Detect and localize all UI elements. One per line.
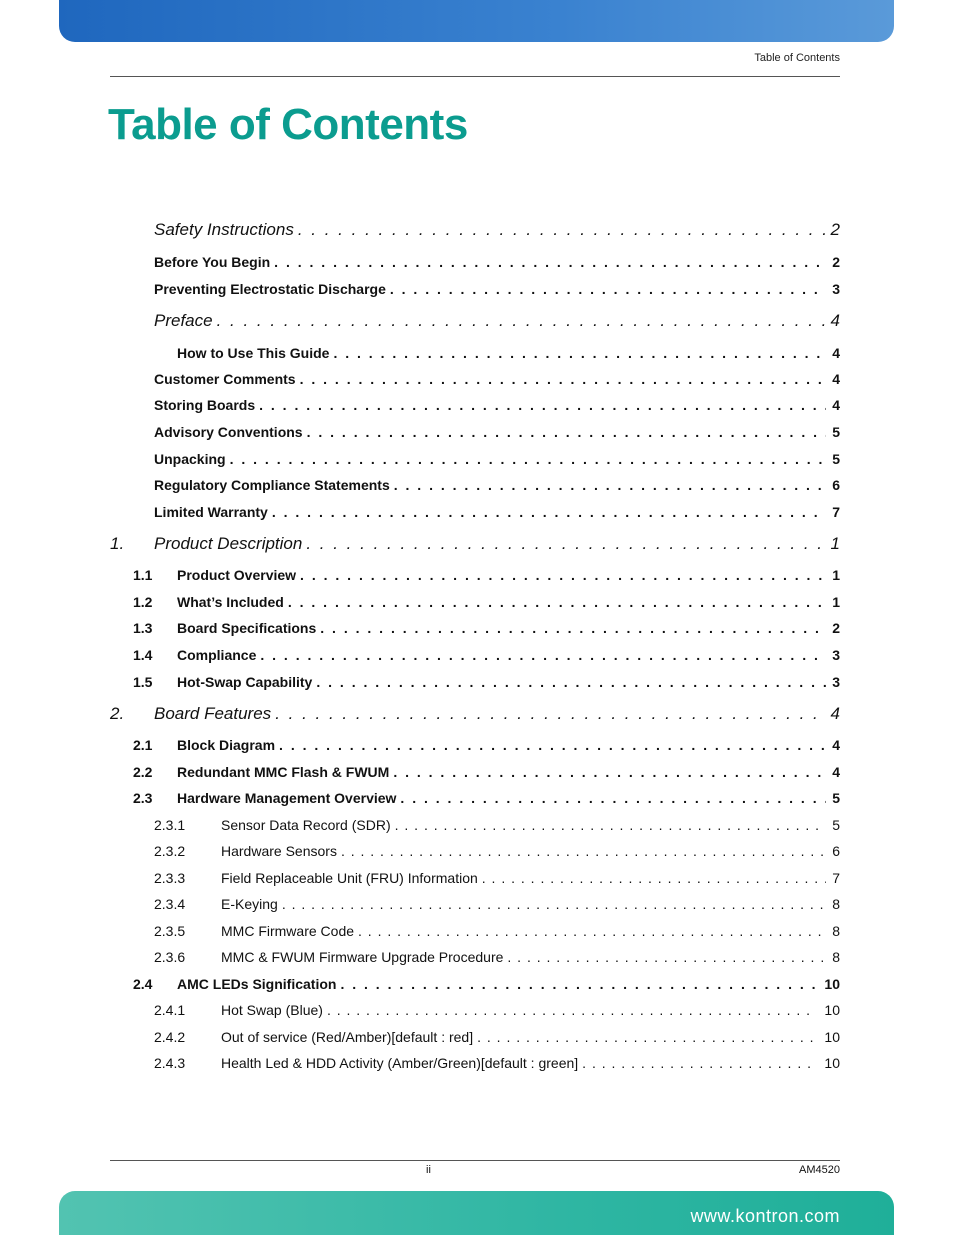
toc-entry-label: How to Use This Guide [177,345,330,361]
toc-entry-label: Limited Warranty [154,504,268,520]
toc-entry-page: 5 [832,790,840,806]
toc-entry-number: 2.4.1 [154,1002,186,1018]
toc-entry-page: 3 [832,674,840,690]
toc-entry-page: 3 [832,281,840,297]
toc-leader-dots [395,816,826,834]
footer-rule [110,1160,840,1161]
toc-entry-page: 4 [832,397,840,413]
toc-entry-page: 1 [832,567,840,583]
toc-entry-page: 8 [832,949,840,965]
toc-entry-label: Field Replaceable Unit (FRU) Information [221,870,478,886]
toc-entry-label: Advisory Conventions [154,424,303,440]
toc-entry-page: 6 [832,477,840,493]
toc-entry-label: Compliance [177,647,257,663]
toc-entry-label: Product Overview [177,567,297,583]
toc-leader-dots [230,450,826,468]
toc-leader-dots [316,673,826,691]
toc-entry-label: Hot Swap (Blue) [221,1002,323,1018]
toc-entry-page: 6 [832,843,840,859]
toc-entry-label: Unpacking [154,451,226,467]
toc-entry-page: 5 [832,817,840,833]
toc-entry-page: 2 [832,620,840,636]
toc-entry-number: 2. [110,704,125,723]
toc-leader-dots [307,423,826,441]
toc-entry-page: 4 [832,737,840,753]
toc-entry-page: 4 [832,345,840,361]
toc-entry-number: 2.1 [133,737,153,753]
toc-entry-label: Customer Comments [154,371,296,387]
toc-entry-label: Hot-Swap Capability [177,674,313,690]
toc-entry-number: 1.5 [133,674,153,690]
toc-leader-dots [274,253,826,271]
toc-entry-page: 1 [830,534,840,553]
toc-entry-page: 4 [832,764,840,780]
toc-entry-label: Block Diagram [177,737,276,753]
toc-leader-dots [217,312,826,330]
toc-entry-label: MMC & FWUM Firmware Upgrade Procedure [221,949,504,965]
toc-leader-dots [482,869,826,887]
toc-entry-page: 7 [832,504,840,520]
toc-leader-dots [400,789,826,807]
toc-entry-label: Redundant MMC Flash & FWUM [177,764,390,780]
toc-leader-dots [260,646,826,664]
toc-entry-page: 8 [832,896,840,912]
toc-entry-label: AMC LEDs Signification [177,976,337,992]
toc-entry-page: 4 [832,371,840,387]
toc-entry-number: 2.4.2 [154,1029,186,1045]
toc-entry-label: Health Led & HDD Activity (Amber/Green)[default : green] [221,1055,579,1071]
toc-entry-page: 10 [824,1029,840,1045]
toc-entry-number: 2.4 [133,976,153,992]
toc-entry-number: 2.3.2 [154,843,186,859]
toc-leader-dots [582,1054,816,1072]
toc-entry-page: 2 [832,254,840,270]
toc-leader-dots [306,535,826,553]
toc-entry-page: 3 [832,647,840,663]
toc-leader-dots [275,705,826,723]
toc-leader-dots [333,344,826,362]
toc-entry-label: E-Keying [221,896,278,912]
toc-entry-number: 2.2 [133,764,153,780]
toc-leader-dots [341,842,826,860]
toc-leader-dots [507,948,826,966]
website-link[interactable]: www.kontron.com [690,1206,840,1226]
toc-entry-label: Before You Begin [154,254,271,270]
toc-entry-label: Safety Instructions [154,221,294,239]
toc-leader-dots [282,895,826,913]
toc-leader-dots [358,922,826,940]
page-title: Table of Contents [108,100,468,149]
footer-model: AM4520 [799,1164,840,1176]
toc-entry-label: Hardware Sensors [221,843,337,859]
toc-leader-dots [300,370,826,388]
toc-entry-number: 2.3.3 [154,870,186,886]
toc-leader-dots [390,280,826,298]
toc-entry-page: 2 [830,220,840,239]
toc-entry-page: 10 [824,1002,840,1018]
toc-entry-number: 1.2 [133,594,153,610]
toc-entry-page: 4 [830,311,840,330]
toc-entry-number: 2.3 [133,790,153,806]
toc-entry-number: 2.3.4 [154,896,186,912]
toc-leader-dots [279,736,826,754]
toc-entry-label: Out of service (Red/Amber)[default : red] [221,1029,474,1045]
toc-leader-dots [477,1028,816,1046]
toc-leader-dots [298,221,826,239]
toc-leader-dots [300,566,826,584]
toc-entry-page: 5 [832,424,840,440]
toc-leader-dots [393,763,826,781]
toc-entry-label: Board Specifications [177,620,317,636]
toc-entry-label: Sensor Data Record (SDR) [221,817,391,833]
toc-entry-number: 2.3.5 [154,923,186,939]
toc-entry-label: Preventing Electrostatic Discharge [154,281,386,297]
toc-entry-number: 1.1 [133,567,153,583]
toc-entry-number: 2.4.3 [154,1055,186,1071]
toc-entry-label: MMC Firmware Code [221,923,355,939]
toc-entry-label: Product Description [154,535,303,553]
toc-leader-dots [288,593,826,611]
toc-entry-number: 1. [110,534,125,553]
toc-entry-page: 4 [830,704,840,723]
toc-entry-page: 8 [832,923,840,939]
toc-entry-number: 2.3.6 [154,949,186,965]
toc-leader-dots [340,975,816,993]
toc-entry-page: 1 [832,594,840,610]
toc-entry-label: Storing Boards [154,397,256,413]
toc-leader-dots [327,1001,816,1019]
footer-page-number: ii [426,1164,431,1176]
toc-entry-number: 1.3 [133,620,153,636]
toc-leader-dots [259,396,826,414]
running-head: Table of Contents [754,52,840,64]
toc-leader-dots [394,476,826,494]
toc-entry-label: Regulatory Compliance Statements [154,477,390,493]
toc-entry-page: 10 [824,1055,840,1071]
toc-leader-dots [320,619,826,637]
toc-leader-dots [272,503,826,521]
toc-entry-label: Preface [154,312,213,330]
toc-entry-number: 1.4 [133,647,153,663]
toc-entry-label: Hardware Management Overview [177,790,397,806]
toc-entry-label: Board Features [154,705,272,723]
toc-entry-number: 2.3.1 [154,817,186,833]
toc-entry-page: 5 [832,451,840,467]
toc-entry-page: 10 [824,976,840,992]
toc-entry-page: 7 [832,870,840,886]
toc-entry-label: What’s Included [177,594,284,610]
